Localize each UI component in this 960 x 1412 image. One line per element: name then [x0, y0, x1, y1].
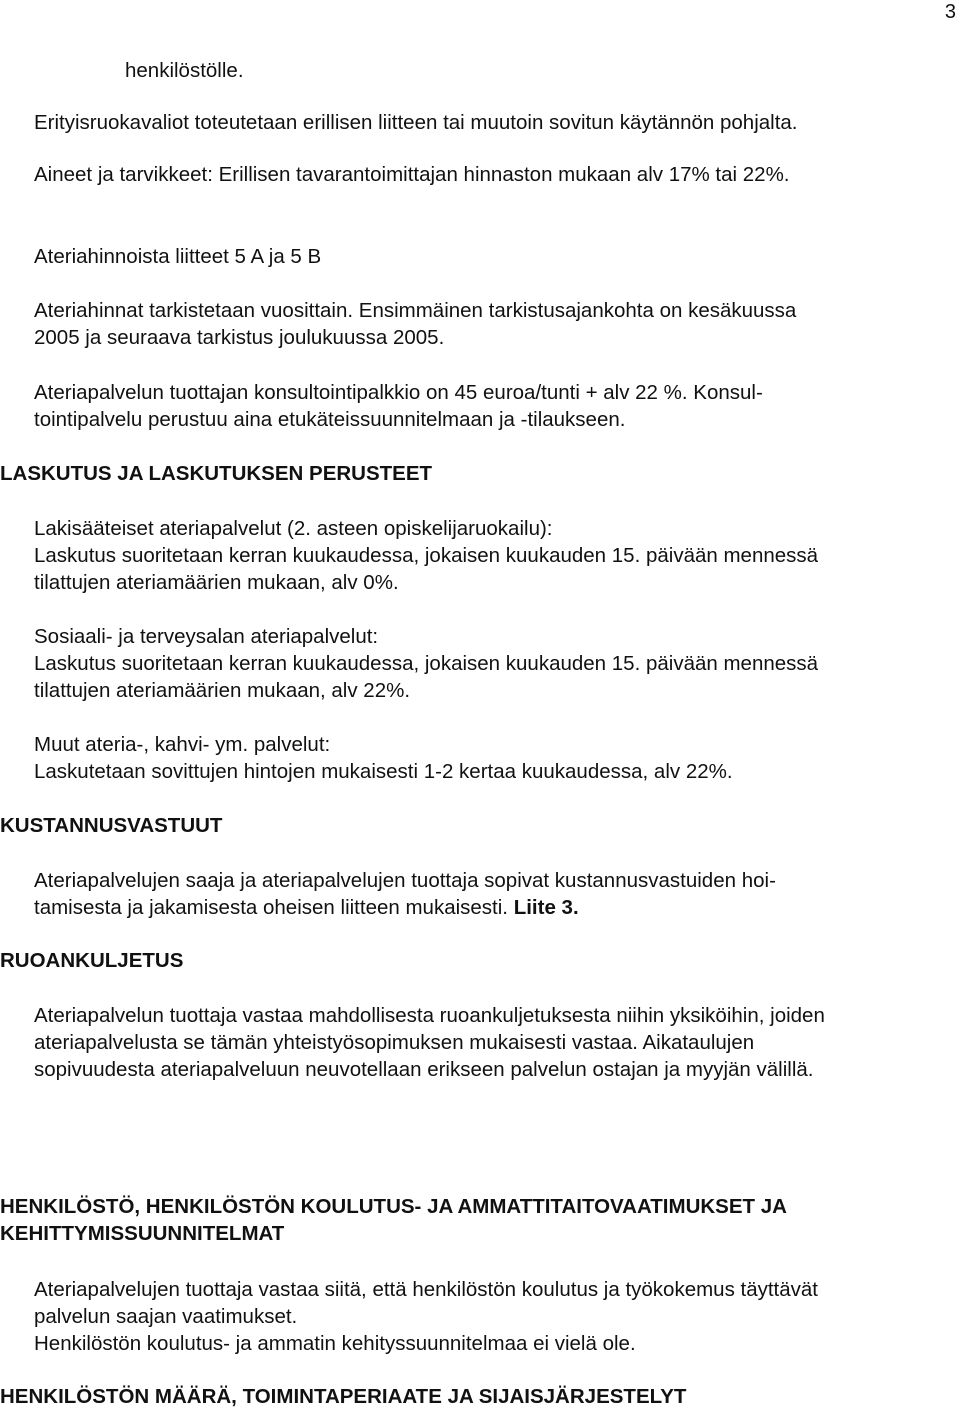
other-line-1: Muut ateria-, kahvi- ym. palvelut:: [34, 733, 331, 756]
materials-text: Aineet ja tarvikkeet: Erillisen tavarantoimittajan hinnaston mukaan alv 17% tai 22%.: [34, 163, 790, 186]
cost-line-2-text: tamisesta ja jakamisesta oheisen liitteen mukaisesti.: [34, 896, 508, 919]
social-line-1: Sosiaali- ja terveysalan ateriapalvelut:: [34, 625, 379, 648]
page-number: 3: [944, 1, 956, 23]
staff-line-2: palvelun saajan vaatimukset.: [34, 1305, 298, 1328]
cost-heading: KUSTANNUSVASTUUT: [0, 814, 223, 837]
social-line-2: Laskutus suoritetaan kerran kuukaudessa, jokaisen kuukauden 15. päivään mennessä: [34, 652, 819, 675]
cost-line-2: [34, 895, 579, 921]
other-line-2: Laskutetaan sovittujen hintojen mukaisesti 1-2 kertaa kuukaudessa, alv 22%.: [34, 760, 733, 783]
transport-line-1: Ateriapalvelun tuottaja vastaa mahdollisesta ruoankuljetuksesta niihin yksiköihin, joiden: [34, 1004, 825, 1027]
review-line-1: Ateriahinnat tarkistetaan vuosittain. Ensimmäinen tarkistusajankohta on kesäkuussa: [34, 299, 797, 322]
continued-text: henkilöstölle.: [125, 59, 244, 82]
consulting-line-1: Ateriapalvelun tuottajan konsultointipalkkio on 45 euroa/tunti + alv 22 %. Konsul-: [34, 381, 763, 404]
transport-heading: RUOANKULJETUS: [0, 949, 184, 972]
statutory-line-1: Lakisääteiset ateriapalvelut (2. asteen opiskelijaruokailu):: [34, 517, 553, 540]
social-line-3: tilattujen ateriamäärien mukaan, alv 22%.: [34, 679, 411, 702]
billing-heading: LASKUTUS JA LASKUTUKSEN PERUSTEET: [0, 462, 433, 485]
appendix-3-reference: Liite 3.: [513, 896, 579, 919]
consulting-line-2: tointipalvelu perustuu aina etukäteissuunnitelmaan ja -tilaukseen.: [34, 408, 626, 431]
appendices-text: Ateriahinnoista liitteet 5 A ja 5 B: [34, 245, 322, 268]
staff-line-1: Ateriapalvelujen tuottaja vastaa siitä, että henkilöstön koulutus ja työkokemus täyttävät: [34, 1278, 819, 1301]
special-diets-text: Erityisruokavaliot toteutetaan erillisen liitteen tai muutoin sovitun käytännön pohjalta.: [34, 111, 798, 134]
transport-line-3: sopivuudesta ateriapalveluun neuvotellaan erikseen palvelun ostajan ja myyjän välillä.: [34, 1058, 814, 1081]
staff-heading-line-1: HENKILÖSTÖ, HENKILÖSTÖN KOULUTUS- JA AMMATTITAITOVAATIMUKSET JA: [0, 1195, 787, 1218]
staff-heading-line-2: KEHITTYMISSUUNNITELMAT: [0, 1222, 285, 1245]
statutory-line-3: tilattujen ateriamäärien mukaan, alv 0%.: [34, 571, 399, 594]
staff-count-heading: HENKILÖSTÖN MÄÄRÄ, TOIMINTAPERIAATE JA SIJAISJÄRJESTELYT: [0, 1385, 687, 1408]
transport-line-2: ateriapalvelusta se tämän yhteistyösopimuksen mukaisesti vastaa. Aikataulujen: [34, 1031, 755, 1054]
review-line-2: 2005 ja seuraava tarkistus joulukuussa 2005.: [34, 326, 445, 349]
cost-line-1: Ateriapalvelujen saaja ja ateriapalvelujen tuottaja sopivat kustannusvastuiden hoi-: [34, 869, 776, 892]
statutory-line-2: Laskutus suoritetaan kerran kuukaudessa, jokaisen kuukauden 15. päivään mennessä: [34, 544, 819, 567]
staff-line-3: Henkilöstön koulutus- ja ammatin kehityssuunnitelmaa ei vielä ole.: [34, 1332, 636, 1355]
